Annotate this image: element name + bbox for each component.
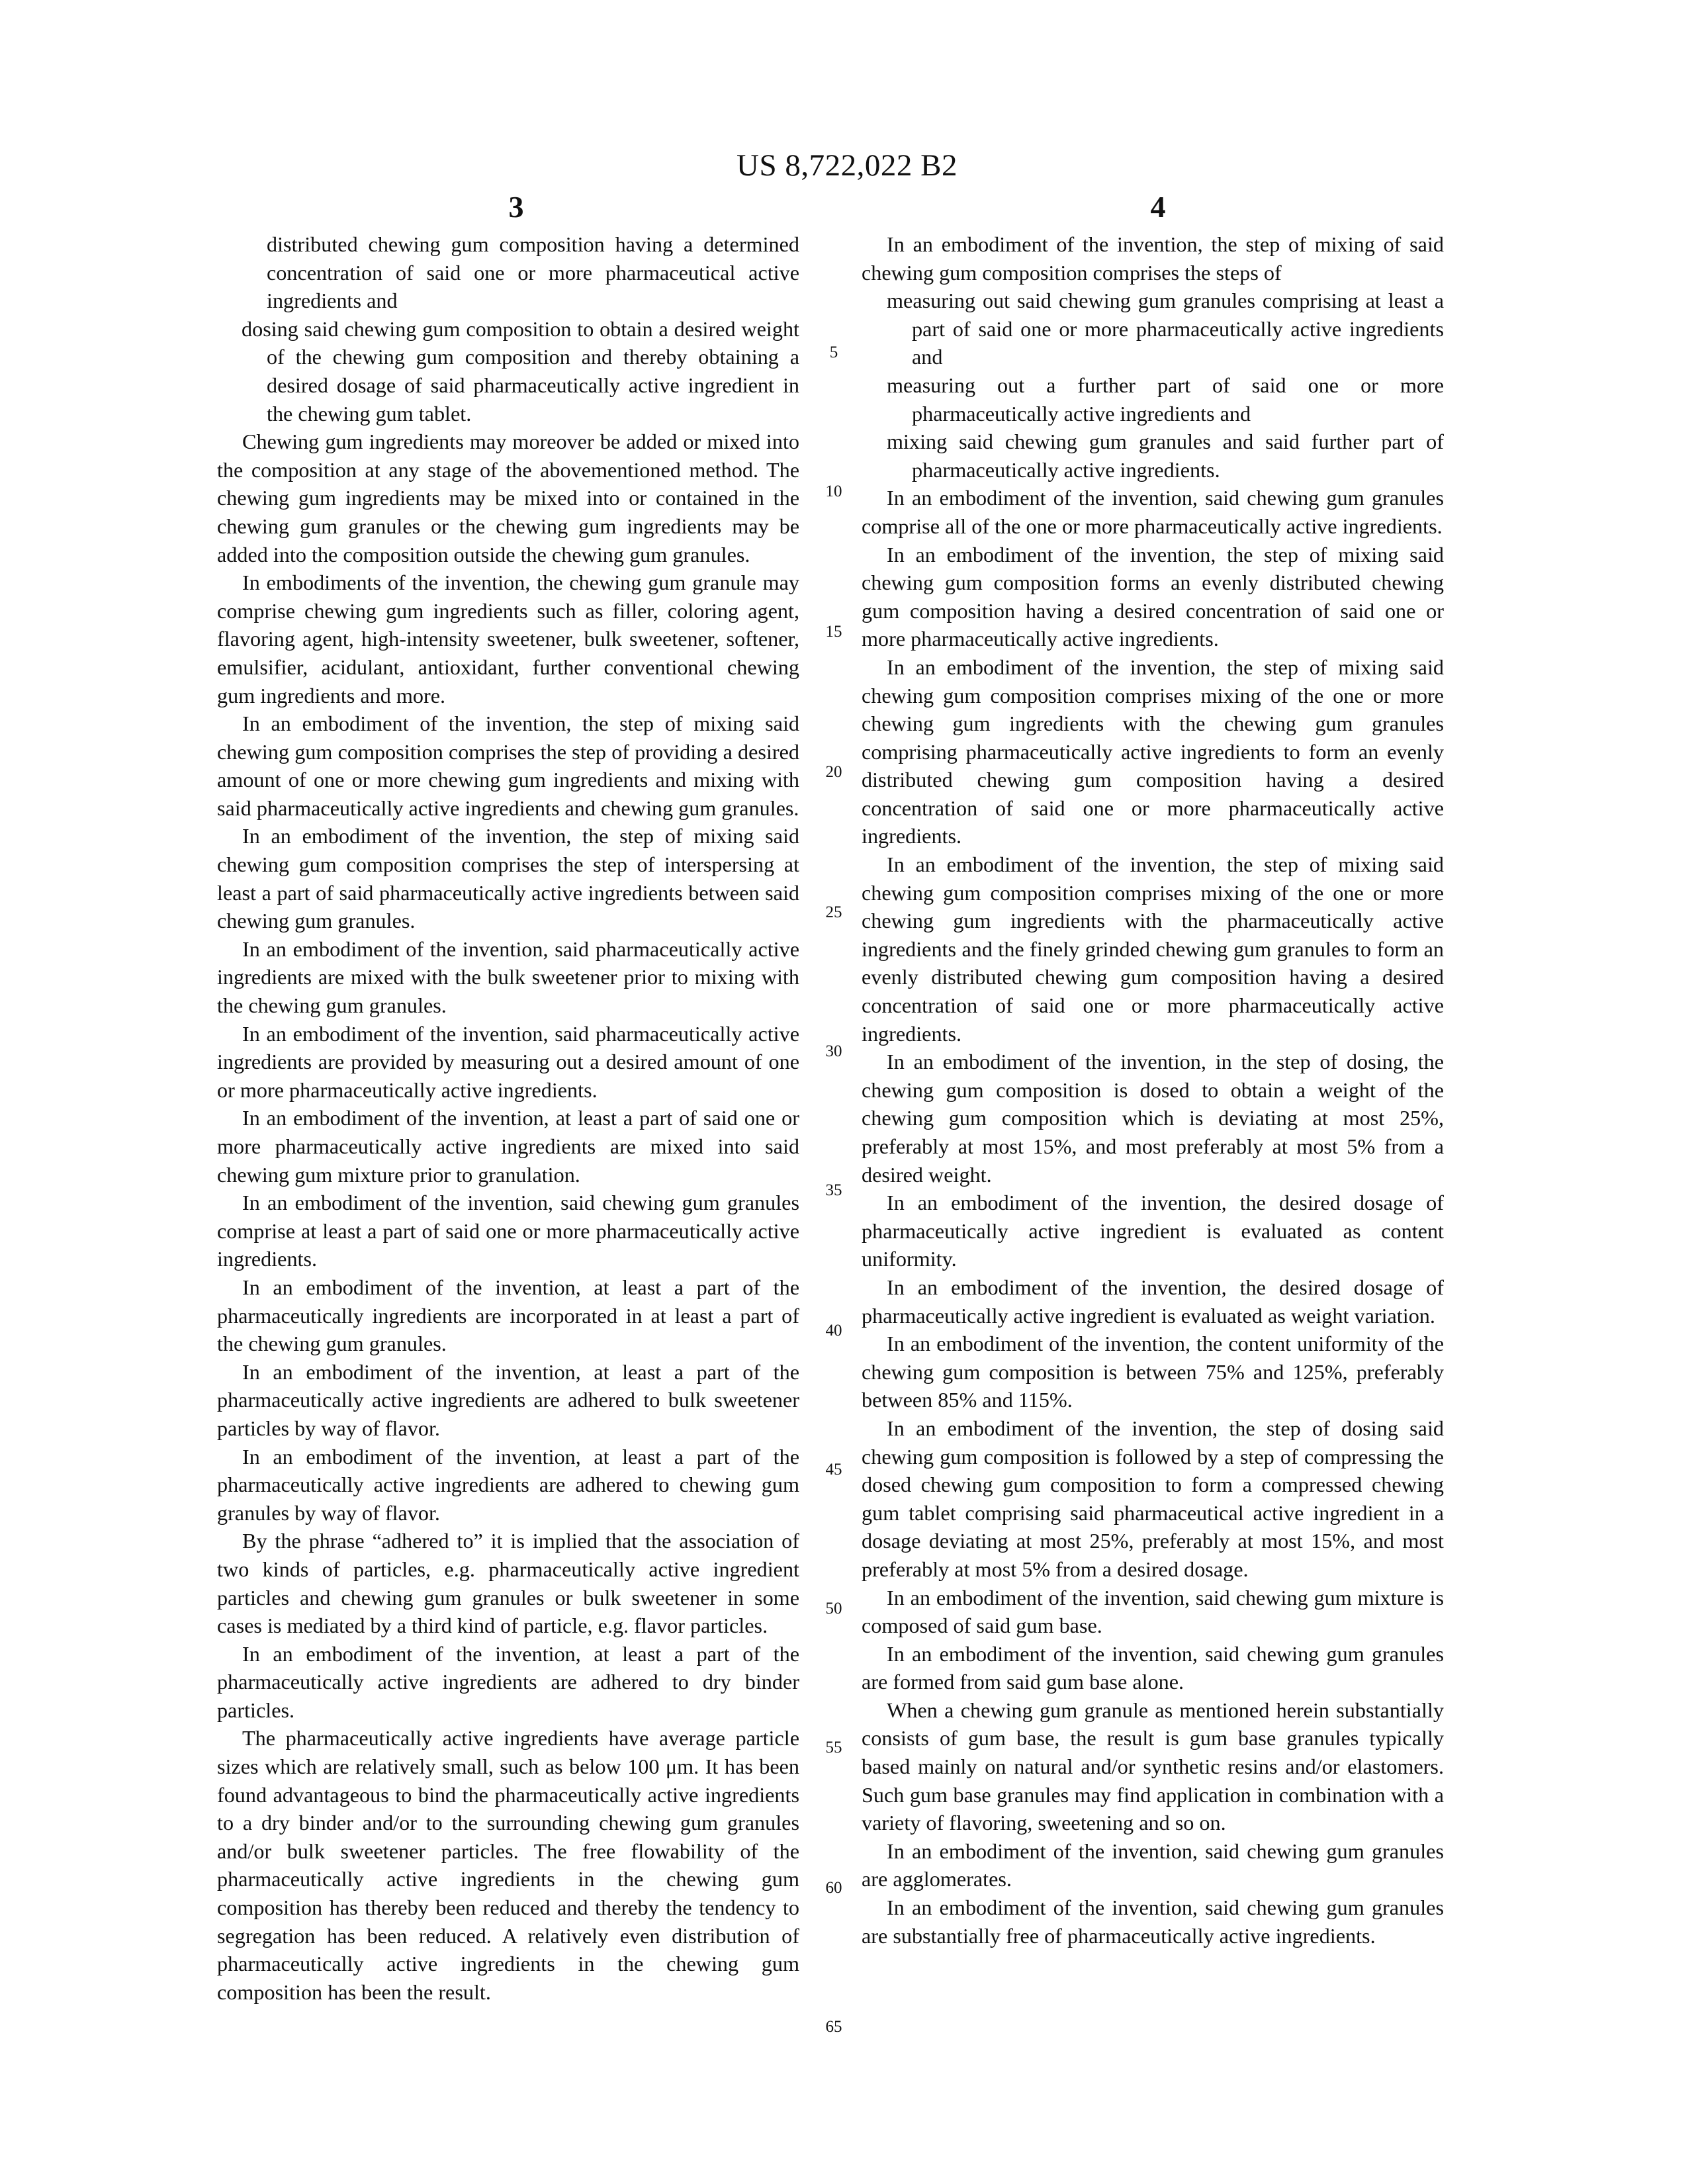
paragraph: In an embodiment of the invention, said chewing gum granules comprise at least a part of said one or more pharmaceutically active ingredients. — [217, 1191, 799, 1271]
paragraph: In an embodiment of the invention, said pharmaceutically active ingredients are mixed with the bulk sweetener prior to mixing with the chewing gum granules. — [217, 936, 799, 1018]
paragraph: In an embodiment of the invention, the step of dosing said chewing gum composition is followed by a step of compressing the dosed chewing gum composition to form a compressed chewing gum tablet comprising said pharmaceutical active ingredient in a dosage deviating at most 25%, preferably at most 15%, and most preferably at most 5% from a desired dosage. — [862, 1416, 1444, 1581]
left-column — [217, 230, 799, 2006]
line-number: 10 — [825, 482, 842, 500]
line-number: 60 — [825, 1879, 842, 1897]
right-column-number: 4 — [1150, 190, 1166, 224]
paragraph: In an embodiment of the invention, the step of mixing said chewing gum composition comprises mixing of the one or more chewing gum ingredients with the chewing gum granules comprising pharmaceutically active ingredients to form an evenly distributed chewing gum composition having a desired concentration of said one or more pharmaceutically active ingredients. — [862, 655, 1444, 848]
paragraph: In an embodiment of the invention, the step of mixing said chewing gum composition comprises the step of interspersing at least a part of said pharmaceutically active ingredients between said chewing gum granules. — [217, 824, 799, 933]
paragraph: In an embodiment of the invention, at least a part of the pharmaceutically active ingredients are adhered to chewing gum granules by way of flavor. — [217, 1444, 799, 1525]
paragraph: In an embodiment of the invention, said chewing gum granules are formed from said gum base alone. — [862, 1641, 1444, 1694]
left-column-number: 3 — [508, 190, 524, 224]
paragraph: In an embodiment of the invention, said chewing gum granules are substantially free of pharmaceutically active ingredients. — [862, 1895, 1444, 1948]
paragraph: In an embodiment of the invention, at least a part of said one or more pharmaceutically active ingredients are mixed into said chewing gum mixture prior to granulation. — [217, 1106, 799, 1187]
paragraph: When a chewing gum granule as mentioned herein substantially consists of gum base, the result is gum base granules typically based mainly on natural and/or synthetic resins and/or elastomers. Such gum base granules may find application in combination with a variety of flavoring, sweetening and so on. — [862, 1698, 1444, 1835]
paragraph: In an embodiment of the invention, at least a part of the pharmaceutically active ingredients are adhered to dry binder particles. — [217, 1641, 799, 1722]
paragraph: mixing said chewing gum granules and said further part of pharmaceutically active ingredients. — [887, 430, 1444, 482]
paragraph: In embodiments of the invention, the chewing gum granule may comprise chewing gum ingredients such as filler, coloring agent, flavoring agent, high-intensity sweetener, bulk sweetener, softener, emulsifier, acidulant, antioxidant, further conventional chewing gum ingredients and more. — [217, 570, 799, 707]
line-number: 5 — [829, 343, 838, 361]
paragraph: In an embodiment of the invention, the step of mixing said chewing gum composition comprises mixing of the one or more chewing gum ingredients with the pharmaceutically active ingredients and the finely grinded chewing gum granules to form an evenly distributed chewing gum composition having a desired concentration of said one or more pharmaceutically active ingredients. — [862, 852, 1444, 1046]
right-column — [862, 230, 1444, 1950]
paragraph: In an embodiment of the invention, said chewing gum granules are agglomerates. — [862, 1839, 1444, 1891]
paragraph: In an embodiment of the invention, at least a part of the pharmaceutically ingredients are incorporated in at least a part of the chewing gum granules. — [217, 1275, 799, 1356]
paragraph: In an embodiment of the invention, the desired dosage of pharmaceutically active ingredient is evaluated as content uniformity. — [862, 1191, 1444, 1271]
line-number: 40 — [825, 1322, 842, 1340]
paragraph: dosing said chewing gum composition to obtain a desired weight of the chewing gum composition and thereby obtaining a desired dosage of said pharmaceutically active ingredient in the chewing gum tablet. — [242, 316, 799, 426]
paragraph: In an embodiment of the invention, at least a part of the pharmaceutically active ingredients are adhered to bulk sweetener particles by way of flavor. — [217, 1359, 799, 1440]
paragraph: In an embodiment of the invention, the step of mixing said chewing gum composition comprises the step of providing a desired amount of one or more chewing gum ingredients and mixing with said pharmaceutically active ingredients and chewing gum granules. — [217, 711, 799, 820]
line-number: 20 — [825, 763, 842, 781]
paragraph: measuring out a further part of said one or more pharmaceutically active ingredients and — [887, 373, 1444, 426]
paragraph: In an embodiment of the invention, said chewing gum granules comprise all of the one or more pharmaceutically active ingredients. — [862, 486, 1444, 538]
paragraph: In an embodiment of the invention, in the step of dosing, the chewing gum composition is dosed to obtain a weight of the chewing gum composition which is deviating at most 25%, preferably at most 15%, and most preferably at most 5% from a desired weight. — [862, 1050, 1444, 1187]
line-number: 15 — [825, 623, 842, 641]
paragraph: In an embodiment of the invention, the desired dosage of pharmaceutically active ingredient is evaluated as weight variation. — [862, 1275, 1444, 1328]
paragraph: In an embodiment of the invention, the step of mixing of said chewing gum composition comprises the steps of — [862, 232, 1444, 285]
paragraph: measuring out said chewing gum granules comprising at least a part of said one or more pharmaceutically active ingredients and — [887, 289, 1444, 369]
paragraph: In an embodiment of the invention, the content uniformity of the chewing gum composition is between 75% and 125%, preferably between 85% and 115%. — [862, 1332, 1444, 1412]
paragraph: In an embodiment of the invention, said pharmaceutically active ingredients are provided by measuring out a desired amount of one or more pharmaceutically active ingredients. — [217, 1021, 799, 1102]
paragraph: distributed chewing gum composition having a determined concentration of said one or more pharmaceutical active ingredients and — [267, 232, 799, 313]
paragraph: In an embodiment of the invention, the step of mixing said chewing gum composition forms an evenly distributed chewing gum composition having a desired concentration of said one or more pharmaceutically active ingredients. — [862, 542, 1444, 651]
paragraph: By the phrase “adhered to” it is implied that the association of two kinds of particles, e.g. pharmaceutically active ingredient particles and chewing gum granules or bulk sweetener in some cases is mediated by a third kind of particle, e.g. flavor particles. — [217, 1529, 799, 1638]
line-number: 35 — [825, 1181, 842, 1199]
patent-number: US 8,722,022 B2 — [736, 148, 958, 183]
paragraph: Chewing gum ingredients may moreover be added or mixed into the composition at any stage of the abovementioned method. The chewing gum ingredients may be mixed into or contained in the chewing gum granules or the chewing gum ingredients may be added into the composition outside the chewing gum granules. — [217, 430, 799, 567]
paragraph: The pharmaceutically active ingredients have average particle sizes which are relatively small, such as below 100 μm. It has been found advantageous to bind the pharmaceutically active ingredients to a dry binder and/or to the surrounding chewing gum granules and/or bulk sweetener particles. The free flowability of the pharmaceutically active ingredients in the chewing gum composition has thereby been reduced and thereby the tendency to segregation has been reduced. A relatively even distribution of pharmaceutically active ingredients in the chewing gum composition has been the result. — [217, 1726, 799, 2004]
line-number: 45 — [825, 1461, 842, 1479]
line-number: 65 — [825, 2018, 842, 2036]
paragraph: In an embodiment of the invention, said chewing gum mixture is composed of said gum base. — [862, 1585, 1444, 1638]
line-number: 55 — [825, 1739, 842, 1756]
line-number: 25 — [825, 903, 842, 921]
line-number: 50 — [825, 1600, 842, 1617]
line-number: 30 — [825, 1042, 842, 1060]
